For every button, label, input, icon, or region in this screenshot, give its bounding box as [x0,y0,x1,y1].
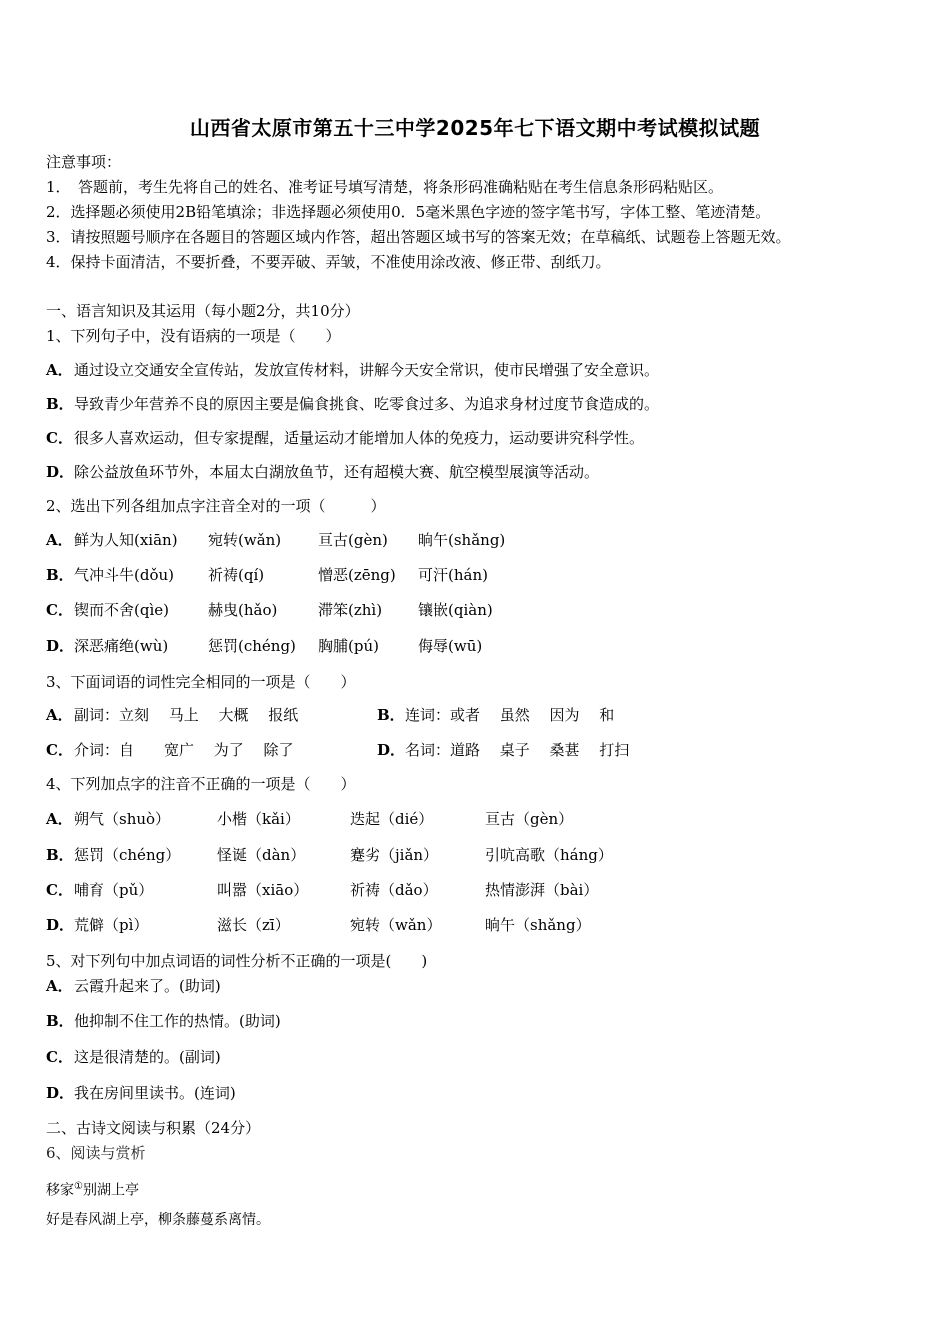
q2-row-d-item-1: 深恶痛绝(wù) [74,637,169,655]
poem-line-1: 好是春风湖上亭，柳条藤蔓系离情。 [46,1212,270,1228]
q4-row-b-label: B． [46,846,74,864]
q4-row-a-item-2: 小楷（kǎi） [217,810,300,828]
page-title: 山西省太原市第五十三中学2025年七下语文期中考试模拟试题 [189,116,761,140]
q5-option-b: B．他抑制不住工作的热情。(助词) [46,1012,281,1030]
q4-row-c-item-1: 哺育（pǔ） [74,881,154,899]
q2-row-b-item-4: 可汗(hán) [418,566,488,584]
q4-row-d-label: D． [46,916,75,934]
q2-stem: 2、选出下列各组加点字注音全对的一项（ ） [46,497,386,515]
q4-row-a-item-3: 迭起（dié） [350,810,434,828]
q4-row-c-item-2: 叫嚣（xiāo） [217,881,309,899]
notice-heading: 注意事项： [46,153,122,171]
q4-row-c-label: C． [46,881,73,899]
q4-row-a-item-1: 朔气（shuò） [74,810,171,828]
poem-title: 移家①别湖上亭 [46,1181,139,1199]
section-2-heading: 二、古诗文阅读与积累（24分） [46,1119,261,1137]
q5-option-a: A．云霞升起来了。(助词) [46,977,221,995]
q1-option-c: C．很多人喜欢运动，但专家提醒，适量运动才能增加人体的免疫力，运动要讲究科学性。 [46,429,645,447]
q1-option-d: D．除公益放鱼环节外，本届太白湖放鱼节，还有超模大赛、航空模型展演等活动。 [46,463,600,481]
q2-row-c-item-2: 赫曳(hǎo) [208,601,278,619]
q4-row-a-item-4: 亘古（gèn） [485,810,574,828]
q6-stem: 6、阅读与赏析 [46,1144,146,1162]
q3-option-d: 名词：道路 桌子 桑葚 打扫 [405,741,630,759]
q4-row-d-item-1: 荒僻（pì） [74,916,149,934]
q3-option-c: 介词：自 宽广 为了 除了 [74,741,294,759]
q4-row-d-item-4: 晌午（shǎng） [485,916,591,934]
q3-option-c-label: C． [46,741,73,759]
q2-row-d-item-4: 侮辱(wū) [418,637,483,655]
q2-row-b-item-1: 气冲斗牛(dǒu) [74,566,174,584]
q4-row-b-item-4: 引吭高歌（háng） [485,846,613,864]
section-1-heading: 一、语言知识及其运用（每小题2分，共10分） [46,302,360,320]
q2-row-c-item-4: 镶嵌(qiàn) [418,601,493,619]
q2-row-a-item-3: 亘古(gèn) [318,531,388,549]
q5-option-d: D．我在房间里读书。(连词) [46,1084,236,1102]
notice-item-2: 2．选择题必须使用2B铅笔填涂；非选择题必须使用0．5毫米黑色字迹的签字笔书写，字体工整、笔迹清楚。 [46,203,771,221]
q1-stem: 1、下列句子中，没有语病的一项是（ ） [46,327,341,345]
notice-item-4: 4．保持卡面清洁，不要折叠，不要弄破、弄皱，不准使用涂改液、修正带、刮纸刀。 [46,253,611,271]
q4-row-b-item-3: 蹇劣（jiǎn） [350,846,439,864]
q4-row-b-item-1: 惩罚（chéng） [74,846,181,864]
q2-row-c-item-3: 滞笨(zhì) [318,601,383,619]
q4-row-a-label: A． [46,810,73,828]
q4-row-b-item-2: 怪诞（dàn） [217,846,306,864]
notice-item-3: 3．请按照题号顺序在各题目的答题区域内作答，超出答题区域书写的答案无效；在草稿纸、试题卷上答题无效。 [46,228,791,246]
q1-option-b: B．导致青少年营养不良的原因主要是偏食挑食、吃零食过多、为追求身材过度节食造成的。 [46,395,660,413]
footnote-marker: ① [74,1181,83,1192]
q2-row-b-label: B． [46,566,74,584]
q4-row-c-item-3: 祈祷（dǎo） [350,881,438,899]
q2-row-a-item-1: 鲜为人知(xiān) [74,531,178,549]
q4-row-d-item-3: 宛转（wǎn） [350,916,442,934]
q5-option-c: C．这是很清楚的。(副词) [46,1048,221,1066]
q4-row-c-item-4: 热情澎湃（bài） [485,881,599,899]
q2-row-c-item-1: 锲而不舍(qìe) [74,601,169,619]
q2-row-a-label: A． [46,531,73,549]
q2-row-c-label: C． [46,601,73,619]
q3-option-a: 副词：立刻 马上 大概 报纸 [74,706,299,724]
q3-option-b-label: B． [377,706,405,724]
q2-row-a-item-2: 宛转(wǎn) [208,531,282,549]
q5-stem: 5、对下列句中加点词语的词性分析不正确的一项是( ) [46,952,428,970]
q3-stem: 3、下面词语的词性完全相同的一项是（ ） [46,673,356,691]
q4-row-d-item-2: 滋长（zī） [217,916,290,934]
q2-row-d-item-2: 惩罚(chéng) [208,637,296,655]
q1-option-a: A．通过设立交通安全宣传站，发放宣传材料，讲解今天安全常识，使市民增强了安全意识。 [46,361,660,379]
q2-row-d-label: D． [46,637,75,655]
q4-stem: 4、下列加点字的注音不正确的一项是（ ） [46,775,356,793]
q3-option-d-label: D． [377,741,406,759]
q3-option-b: 连词：或者 虽然 因为 和 [405,706,615,724]
q3-option-a-label: A． [46,706,73,724]
q2-row-a-item-4: 晌午(shǎng) [418,531,506,549]
q2-row-b-item-3: 憎恶(zēng) [318,566,396,584]
q2-row-d-item-3: 胸脯(pú) [318,637,379,655]
notice-item-1: 1． 答题前，考生先将自己的姓名、准考证号填写清楚，将条形码准确粘贴在考生信息条形码粘贴区。 [46,178,724,196]
q2-row-b-item-2: 祈祷(qí) [208,566,265,584]
